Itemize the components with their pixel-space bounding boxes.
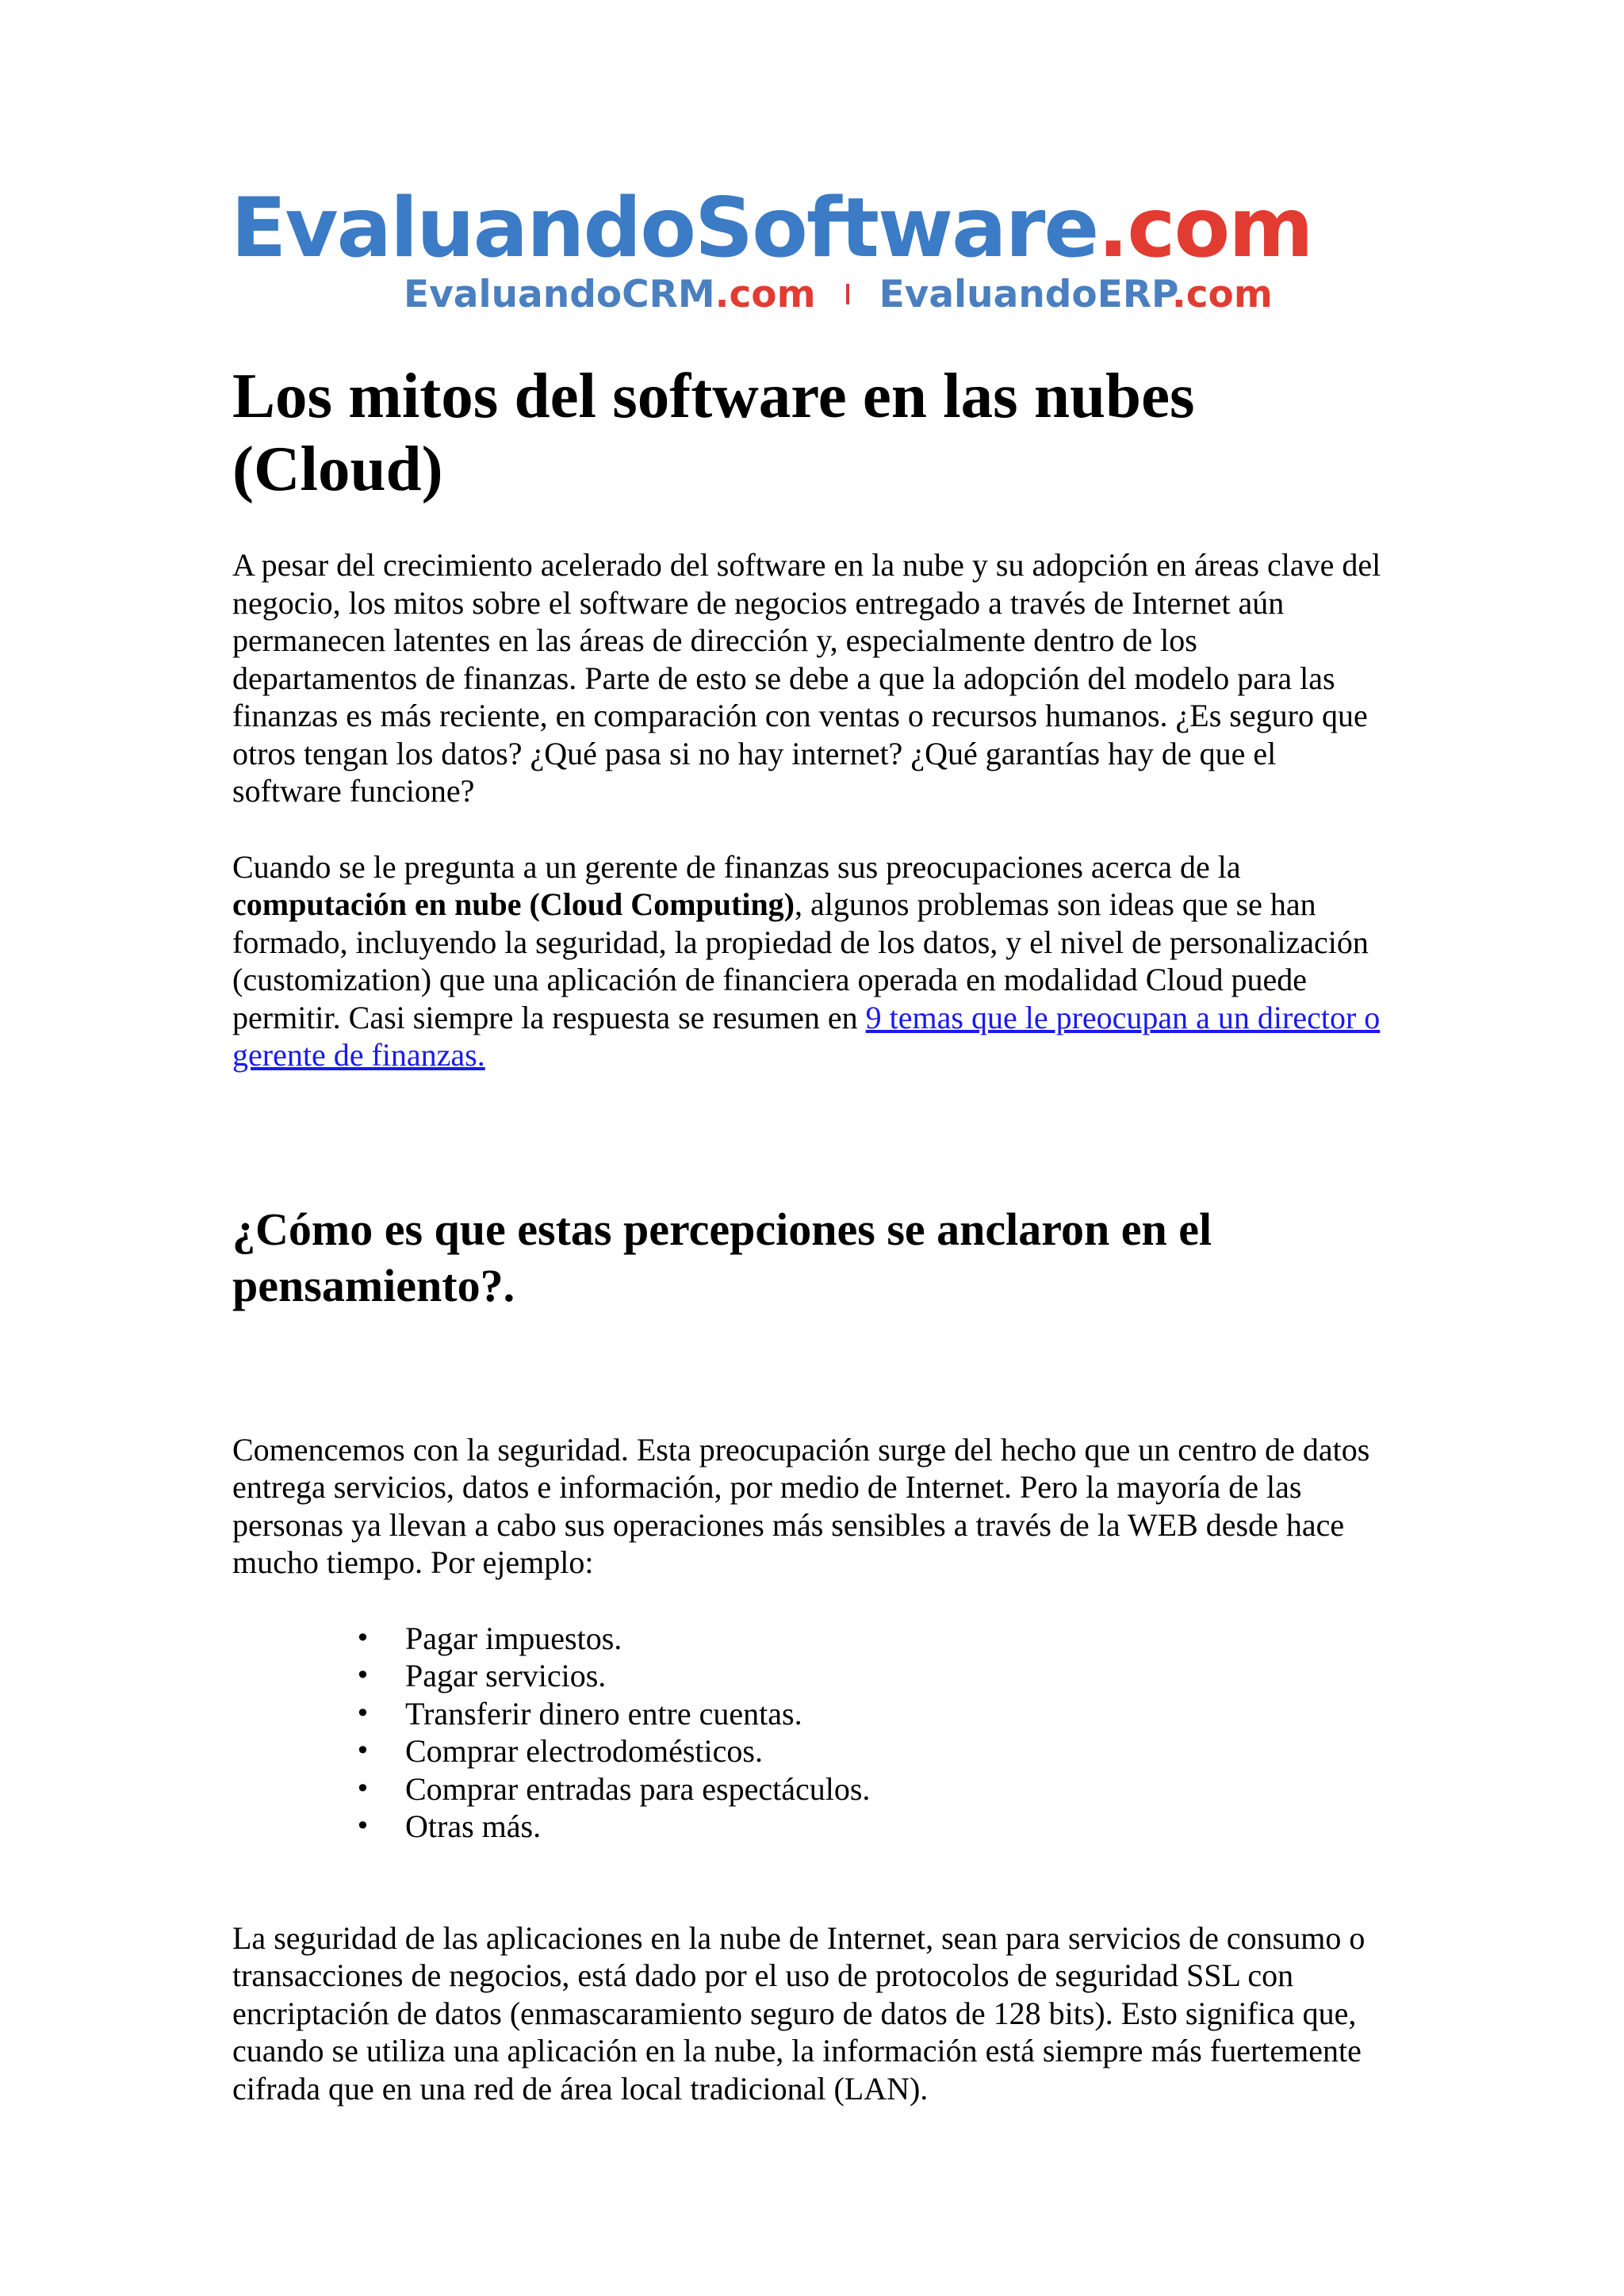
list-item-text: Comprar electrodomésticos. — [405, 1733, 763, 1769]
finance-concerns-paragraph — [232, 848, 1390, 1074]
list-item-text: Pagar servicios. — [405, 1658, 607, 1693]
finance-concerns-intro: Cuando se le pregunta a un gerente de finanzas sus preocupaciones acerca de la — [232, 848, 1241, 885]
logo-crm-site — [404, 273, 816, 316]
security-paragraph: Comencemos con la seguridad. Esta preocupación surge del hecho que un centro de datos entrega servicios, datos e información, por medio de Internet. Pero la mayoría de las personas ya llevan a cabo sus operaciones más sensibles a través de la WEB desde hace mucho tiempo. Por ejemplo: — [232, 1431, 1370, 1580]
finance-concerns-body: , algunos problemas son ideas que se han formado, incluyendo la seguridad, la propiedad de los datos, y el nivel de personalización (customization) que una aplicación de financiera operada en modalidad Cloud puede permitir. Casi siempre la respuesta se resumen en — [232, 886, 1369, 1035]
list-item-text: Pagar impuestos. — [405, 1620, 622, 1656]
list-item-text: Transferir dinero entre cuentas. — [405, 1695, 802, 1732]
bullet-icon: • — [355, 1773, 370, 1804]
article-title-line1: Los mitos del software en las nubes — [232, 360, 1195, 431]
list-item — [355, 1657, 1390, 1695]
logo-wordmark — [231, 181, 1312, 276]
logo-crm-name: EvaluandoCRM — [404, 273, 715, 316]
article-title-line2: (Cloud) — [232, 433, 443, 504]
logo-subsites — [404, 273, 1273, 316]
list-item — [355, 1770, 1390, 1808]
intro-paragraph: A pesar del crecimiento acelerado del software en la nube y su adopción en áreas clave del negocio, los mitos sobre el software de negocios entregado a través de Internet aún permanecen latentes en las áreas de dirección y, especialmente dentro de los departamentos de finanzas. Parte de esto se debe a que la adopción del modelo para las finanzas es más reciente, en comparación con ventas o recursos humanos. ¿Es seguro que otros tengan los datos? ¿Qué pasa si no hay internet? ¿Qué garantías hay de que el software funcione? — [232, 547, 1381, 809]
article-title — [232, 359, 1390, 505]
bullet-icon: • — [355, 1660, 370, 1690]
ssl-paragraph: La seguridad de las aplicaciones en la nube de Internet, sean para servicios de consumo o transacciones de negocios, está dado por el uso de protocolos de seguridad SSL con encriptación de datos (enmascaramiento seguro de datos de 128 bits). Esto significa que, cuando se utiliza una aplicación en la nube, la información está siempre más fuertemente cifrada que en una red de área local tradicional (LAN). — [232, 1919, 1365, 2107]
section-heading-line1: ¿Cómo es que estas percepciones se anclaron en el — [232, 1203, 1212, 1255]
logo-wordmark-tld: .com — [1097, 181, 1312, 276]
logo-crm-tld: .com — [714, 273, 816, 316]
cloud-computing-term: computación en nube (Cloud Computing) — [232, 886, 795, 922]
section-heading — [232, 1201, 1390, 1314]
logo-wordmark-name: EvaluandoSoftware — [231, 181, 1098, 276]
list-item — [355, 1732, 1390, 1770]
logo-erp-name: EvaluandoERP — [879, 273, 1172, 316]
examples-list — [232, 1620, 1390, 1846]
bullet-icon: • — [355, 1735, 370, 1766]
bullet-icon: • — [355, 1697, 370, 1728]
list-item — [355, 1620, 1390, 1658]
logo-separator — [846, 284, 849, 304]
nine-topics-link[interactable]: 9 temas que le preocupan a un director o gerente de finanzas. — [232, 999, 1381, 1073]
document-content — [232, 178, 1390, 2107]
bullet-icon: • — [355, 1622, 370, 1653]
list-item — [355, 1808, 1390, 1846]
logo-erp-tld: .com — [1171, 273, 1273, 316]
section-heading-line2: pensamiento?. — [232, 1259, 515, 1311]
bullet-icon: • — [355, 1811, 370, 1841]
site-logo — [231, 178, 1395, 329]
list-item — [355, 1695, 1390, 1733]
list-item-text: Otras más. — [405, 1808, 542, 1844]
logo-erp-site — [879, 273, 1273, 316]
list-item-text: Comprar entradas para espectáculos. — [405, 1770, 871, 1807]
